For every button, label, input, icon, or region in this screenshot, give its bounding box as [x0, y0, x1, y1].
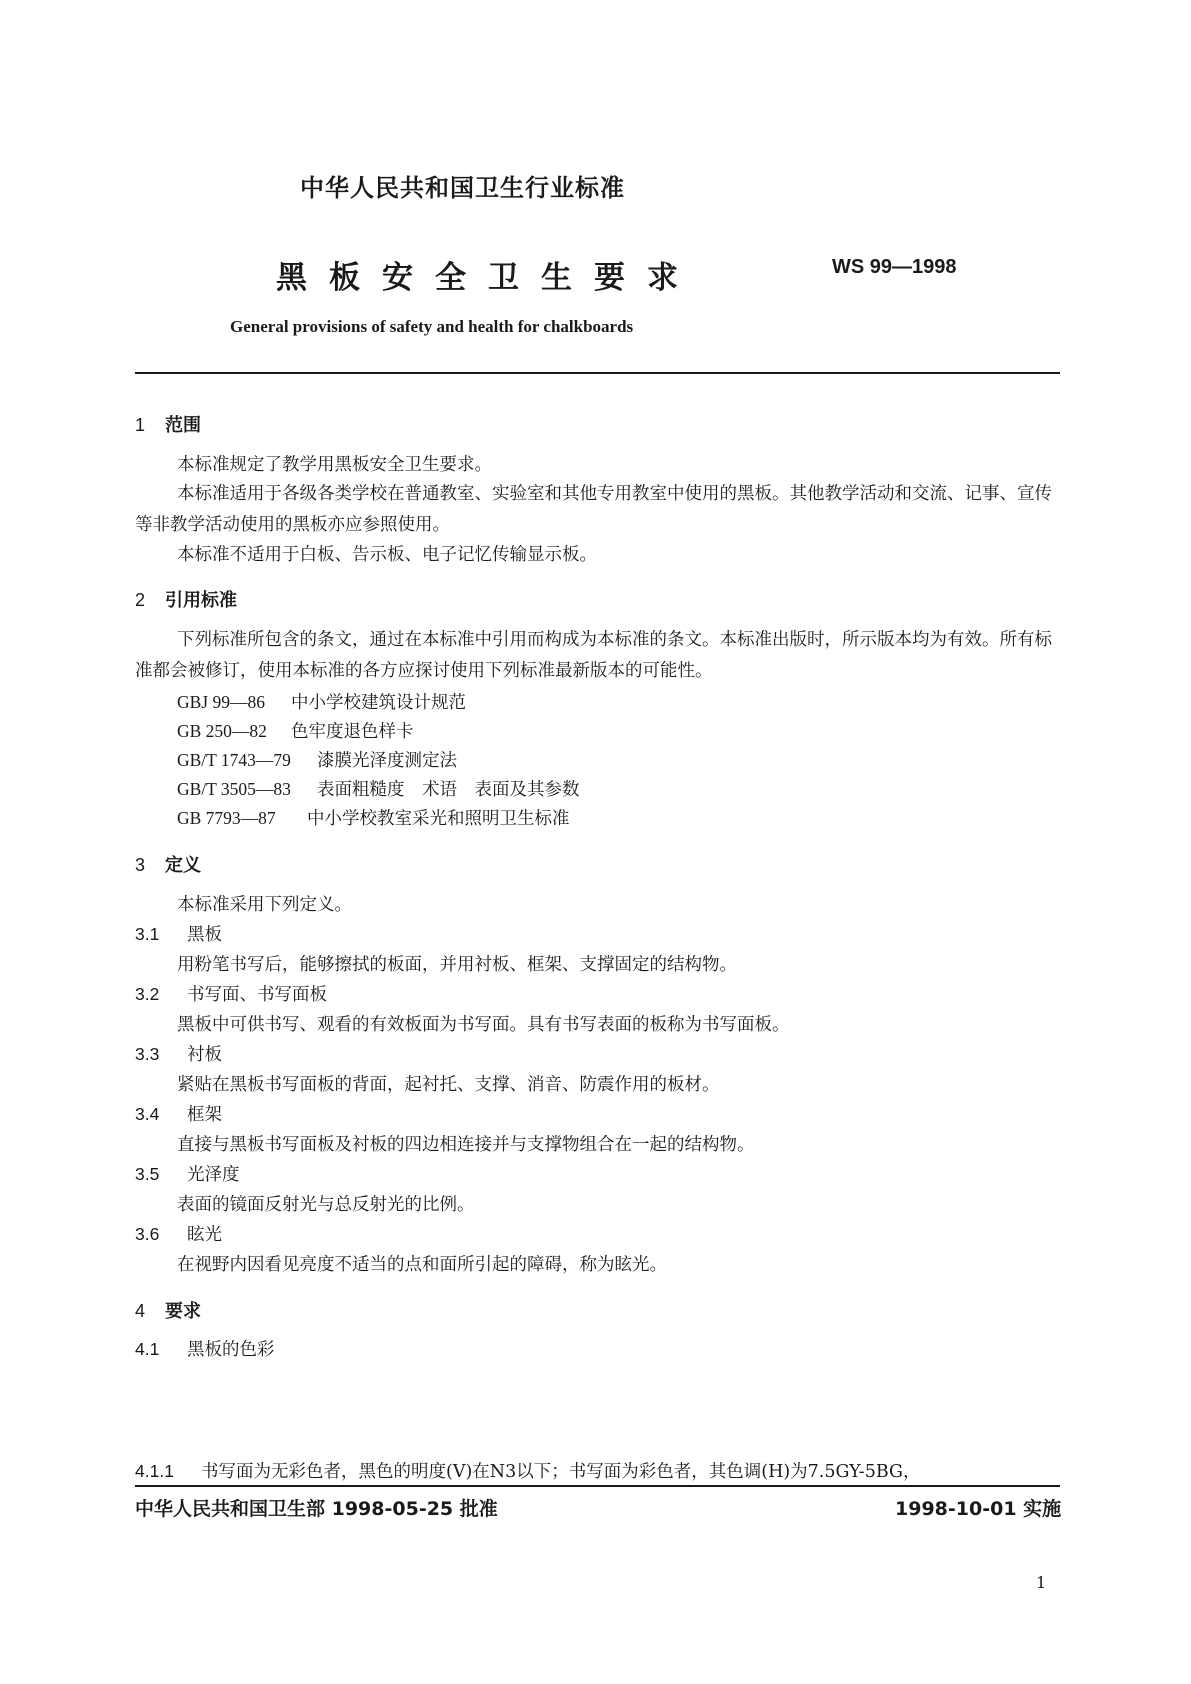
- definition-text: 紧贴在黑板书写面板的背面，起衬托、支撑、消音、防震作用的板材。: [177, 1075, 720, 1095]
- section-1-heading: [135, 411, 201, 437]
- section-title: 要求: [165, 1301, 201, 1322]
- section-title: 引用标准: [165, 590, 237, 611]
- section-number: 3: [135, 855, 146, 875]
- clause-4-1-1: 4.1.1 书写面为无彩色者，黑色的明度(V)在N3以下；书写面为彩色者，其色调(H)为7.5GY-5BG，: [135, 1458, 1060, 1487]
- definition-heading: 3.6 眩光: [135, 1224, 222, 1245]
- reference-item: GB/T 1743—79 漆膜光泽度测定法: [177, 750, 457, 771]
- section-4-heading: [135, 1297, 201, 1323]
- document-title-chinese: 黑板安全卫生要求: [276, 260, 700, 296]
- subsection-heading: 4.1 黑板的色彩: [135, 1339, 275, 1360]
- section-title: 定义: [165, 855, 201, 876]
- section-number: 4: [135, 1301, 146, 1321]
- section-1-paragraph-1: 本标准规定了教学用黑板安全卫生要求。: [177, 455, 492, 475]
- definition-heading: 3.1 黑板: [135, 924, 222, 945]
- definition-text: 黑板中可供书写、观看的有效板面为书写面。具有书写表面的板称为书写面板。: [177, 1015, 790, 1035]
- section-number: 1: [135, 415, 146, 435]
- section-title: 范围: [165, 415, 201, 436]
- approval-statement: 中华人民共和国卫生部 1998-05-25 批准: [135, 1498, 498, 1520]
- page-number: 1: [1036, 1573, 1047, 1592]
- section-3-heading: [135, 851, 201, 877]
- issuing-organization: 中华人民共和国卫生行业标准: [300, 174, 625, 202]
- definition-heading: 3.4 框架: [135, 1104, 222, 1125]
- section-1-paragraph-3: 本标准不适用于白板、告示板、电子记忆传输显示板。: [177, 545, 597, 565]
- header-divider: [135, 372, 1060, 374]
- definition-text: 直接与黑板书写面板及衬板的四边相连接并与支撑物组合在一起的结构物。: [177, 1135, 755, 1155]
- section-1-paragraph-2: 本标准适用于各级各类学校在普通教室、实验室和其他专用教室中使用的黑板。其他教学活动和交流、记事、宣传等非教学活动使用的黑板亦应参照使用。: [135, 484, 1052, 535]
- standard-code: WS 99—1998: [832, 256, 957, 278]
- reference-item: GB 250—82 色牢度退色样卡: [177, 721, 414, 742]
- reference-item: GB/T 3505—83 表面粗糙度 术语 表面及其参数: [177, 779, 580, 800]
- section-2-heading: [135, 586, 237, 612]
- reference-item: GBJ 99—86 中小学校建筑设计规范: [177, 692, 466, 713]
- definition-text: 表面的镜面反射光与总反射光的比例。: [177, 1195, 475, 1215]
- definition-heading: 3.5 光泽度: [135, 1164, 240, 1185]
- document-title-english: General provisions of safety and health for chalkboards: [230, 317, 634, 336]
- implementation-date: 1998-10-01 实施: [895, 1498, 1062, 1520]
- definition-heading: 3.2 书写面、书写面板: [135, 984, 327, 1005]
- definition-text: 用粉笔书写后，能够擦拭的板面，并用衬板、框架、支撑固定的结构物。: [177, 955, 737, 975]
- reference-item: GB 7793—87 中小学校教室采光和照明卫生标准: [177, 808, 570, 829]
- definition-heading: 3.3 衬板: [135, 1044, 222, 1065]
- section-2-paragraph-1: 下列标准所包含的条文，通过在本标准中引用而构成为本标准的条文。本标准出版时，所示版本均为有效。所有标准都会被修订，使用本标准的各方应探讨使用下列标准最新版本的可能性。: [135, 630, 1052, 681]
- section-number: 2: [135, 590, 146, 610]
- definition-text: 在视野内因看见亮度不适当的点和面所引起的障碍，称为眩光。: [177, 1255, 667, 1275]
- section-3-paragraph-1: 本标准采用下列定义。: [177, 895, 352, 915]
